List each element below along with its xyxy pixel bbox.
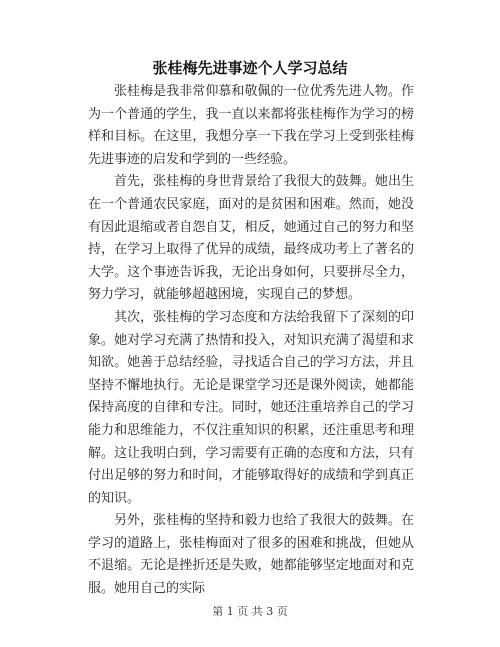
document-title: 张桂梅先进事迹个人学习总结 — [152, 59, 348, 77]
paragraph-background: 首先，张桂梅的身世背景给了我很大的鼓舞。她出生在一个普通农民家庭，面对的是贫困和困难。然而，她没有因此退缩或者自怨自艾，相反，她通过自己的努力和坚持，在学习上取得了优异的成绩，最终成功考上了著名的大学。这个事迹告诉我，无论出身如何，只要拼尽全力，努力学习，就能够超越困境，实现自己的梦想。 — [88, 174, 414, 303]
paragraph-perseverance: 另外，张桂梅的坚持和毅力也给了我很大的鼓舞。在学习的道路上，张桂梅面对了很多的困难和挑战，但她从不退缩。无论是挫折还是失败，她都能够坚定地面对和克服。她用自己的实际 — [88, 513, 414, 597]
page-number-footer: 第 1 页 共 3 页 — [212, 605, 288, 618]
paragraph-study-attitude: 其次，张桂梅的学习态度和方法给我留下了深刻的印象。她对学习充满了热情和投入，对知识充满了渴望和求知欲。她善于总结经验，寻找适合自己的学习方法，并且坚持不懈地执行。无论是课堂学习还是课外阅读，她都能保持高度的自律和专注。同时，她还注重培养自己的学习能力和思维能力，不仅注重知识的积累，还注重思考和理解。这让我明白到，学习需要有正确的态度和方法，只有付出足够的努力和时间，才能够取得好的成绩和学到真正的知识。 — [88, 309, 414, 506]
paragraph-intro: 张桂梅是我非常仰慕和敬佩的一位优秀先进人物。作为一个普通的学生，我一直以来都将张桂梅作为学习的榜样和目标。在这里，我想分享一下我在学习上受到张桂梅先进事迹的启发和学到的一些经验。 — [88, 84, 414, 167]
document-body — [88, 81, 414, 601]
